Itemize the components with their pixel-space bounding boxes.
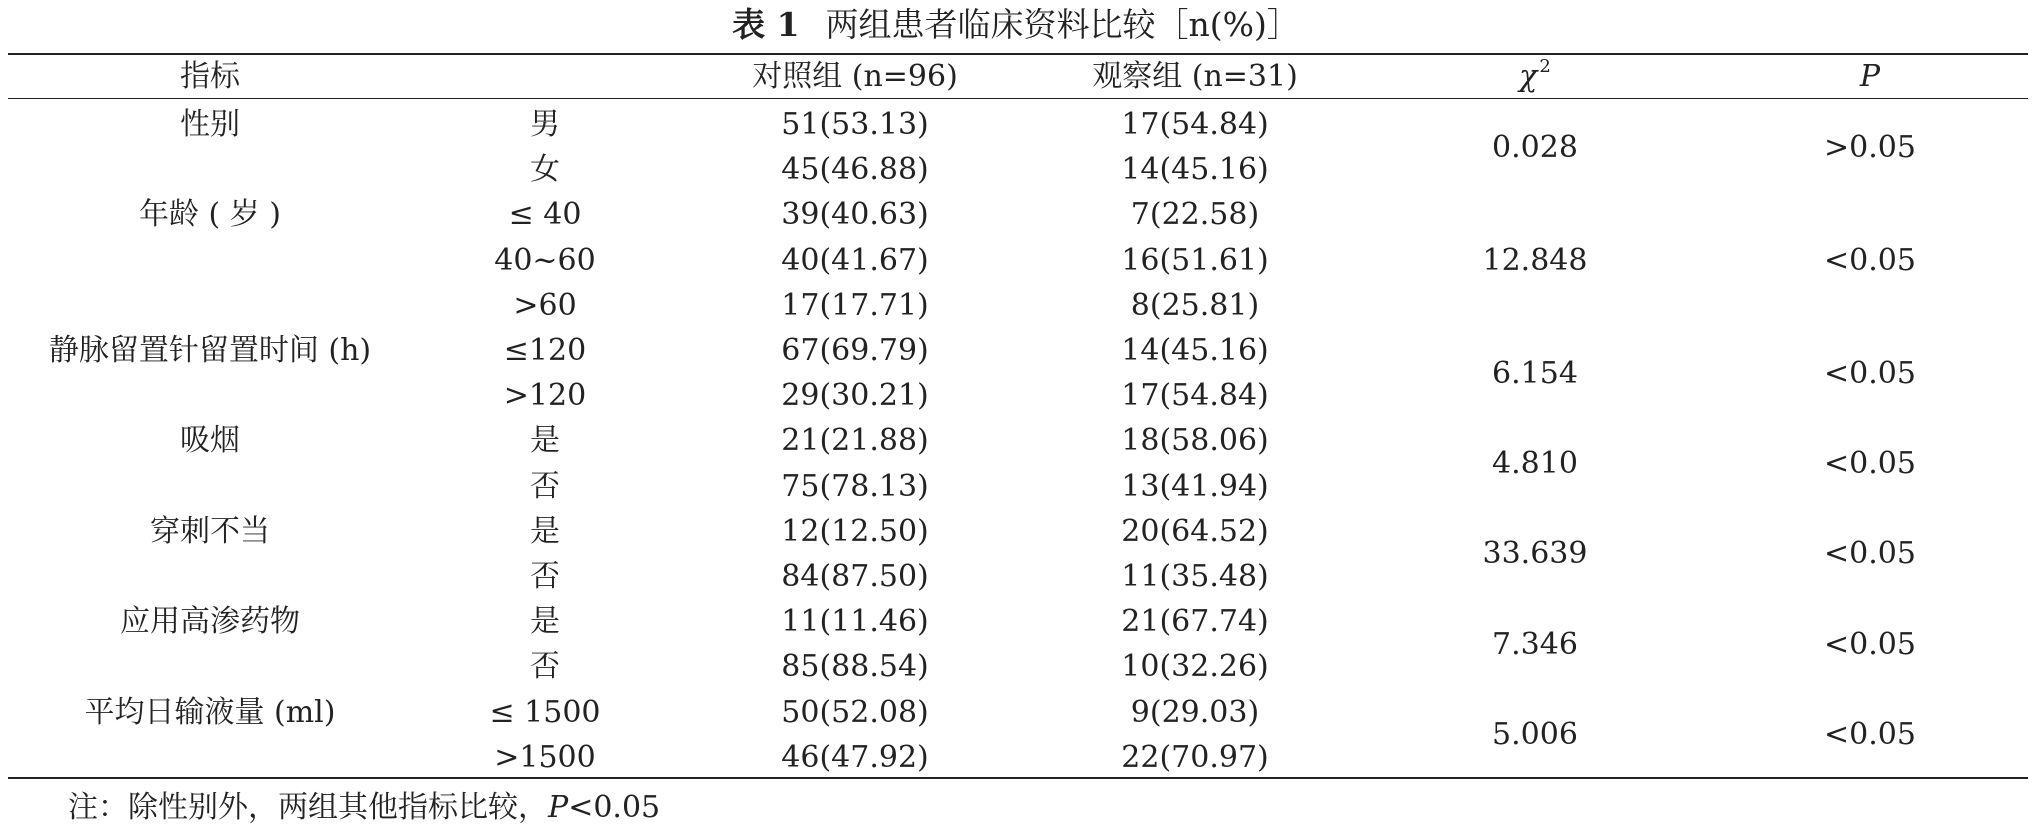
observation-value-cell: 17(54.84) xyxy=(1121,107,1269,142)
observation-value-cell: 16(51.61) xyxy=(1121,243,1269,278)
top-rule xyxy=(8,53,2028,55)
control-value-cell: 12(12.50) xyxy=(781,514,929,549)
control-value-cell: 17(17.71) xyxy=(781,288,929,323)
subcategory-cell: 是 xyxy=(530,604,560,639)
table-label: 表 1 xyxy=(732,5,800,44)
table-title: 两组患者临床资料比较［n(%)］ xyxy=(825,5,1300,44)
control-value-cell: 51(53.13) xyxy=(781,107,929,142)
p-value-cell: >0.05 xyxy=(1824,130,1916,165)
table-caption xyxy=(0,0,2032,50)
subcategory-cell: 否 xyxy=(530,469,560,504)
chi-square-cell: 4.810 xyxy=(1492,446,1578,481)
note-p-symbol: P xyxy=(548,790,569,825)
subcategory-cell: >120 xyxy=(503,378,587,413)
control-value-cell: 45(46.88) xyxy=(781,152,929,187)
indicator-label: 平均日输液量 (ml) xyxy=(84,695,336,730)
p-value-cell: <0.05 xyxy=(1824,717,1916,752)
observation-value-cell: 9(29.03) xyxy=(1130,695,1260,730)
subcategory-cell: 是 xyxy=(530,423,560,458)
observation-value-cell: 7(22.58) xyxy=(1130,197,1260,232)
note-text: 注：除性别外，两组其他指标比较， xyxy=(68,790,548,825)
indicator-label: 应用高渗药物 xyxy=(120,604,300,639)
observation-value-cell: 10(32.26) xyxy=(1121,649,1269,684)
header-observation-group: 观察组 (n=31) xyxy=(1092,59,1298,94)
subcategory-cell: >60 xyxy=(513,288,577,323)
control-value-cell: 39(40.63) xyxy=(781,197,929,232)
subcategory-cell: 是 xyxy=(530,514,560,549)
observation-value-cell: 17(54.84) xyxy=(1121,378,1269,413)
p-value-cell: <0.05 xyxy=(1824,627,1916,662)
p-value-cell: <0.05 xyxy=(1824,243,1916,278)
header-chi-square xyxy=(1400,57,1670,97)
control-value-cell: 21(21.88) xyxy=(781,423,929,458)
subcategory-cell: ≤120 xyxy=(503,333,587,368)
observation-value-cell: 14(45.16) xyxy=(1121,333,1269,368)
control-value-cell: 67(69.79) xyxy=(781,333,929,368)
control-value-cell: 84(87.50) xyxy=(781,559,929,594)
subcategory-cell: 40~60 xyxy=(494,243,596,278)
indicator-label: 性别 xyxy=(180,107,240,142)
subcategory-cell: >1500 xyxy=(494,740,596,775)
indicator-label: 静脉留置针留置时间 (h) xyxy=(48,333,372,368)
bottom-rule xyxy=(8,777,2028,779)
header-control-group: 对照组 (n=96) xyxy=(752,59,958,94)
observation-value-cell: 20(64.52) xyxy=(1121,514,1269,549)
indicator-label: 年龄 ( 岁 ) xyxy=(138,197,282,232)
subcategory-cell: ≤ 1500 xyxy=(489,695,601,730)
control-value-cell: 85(88.54) xyxy=(781,649,929,684)
control-value-cell: 11(11.46) xyxy=(781,604,929,639)
subcategory-cell: 男 xyxy=(530,107,560,142)
chi-square-cell: 5.006 xyxy=(1492,717,1578,752)
header-rule xyxy=(8,98,2028,99)
chi-square-cell: 7.346 xyxy=(1492,627,1578,662)
subcategory-cell: 女 xyxy=(530,152,560,187)
table-note xyxy=(68,788,660,828)
control-value-cell: 75(78.13) xyxy=(781,469,929,504)
control-value-cell: 29(30.21) xyxy=(781,378,929,413)
indicator-label: 穿刺不当 xyxy=(150,514,270,549)
control-value-cell: 50(52.08) xyxy=(781,695,929,730)
observation-value-cell: 14(45.16) xyxy=(1121,152,1269,187)
header-indicator: 指标 xyxy=(180,59,240,94)
indicator-label: 吸烟 xyxy=(180,423,240,458)
observation-value-cell: 22(70.97) xyxy=(1121,740,1269,775)
chi-power: 2 xyxy=(1539,56,1551,77)
observation-value-cell: 13(41.94) xyxy=(1121,469,1269,504)
p-value-cell: <0.05 xyxy=(1824,356,1916,391)
chi-square-cell: 0.028 xyxy=(1492,130,1578,165)
p-value-cell: <0.05 xyxy=(1824,446,1916,481)
p-value-cell: <0.05 xyxy=(1824,536,1916,571)
chi-square-cell: 6.154 xyxy=(1492,356,1578,391)
subcategory-cell: ≤ 40 xyxy=(508,197,582,232)
note-threshold: <0.05 xyxy=(568,790,661,825)
chi-symbol: χ xyxy=(1519,59,1538,94)
observation-value-cell: 18(58.06) xyxy=(1121,423,1269,458)
control-value-cell: 40(41.67) xyxy=(781,243,929,278)
observation-value-cell: 8(25.81) xyxy=(1130,288,1260,323)
subcategory-cell: 否 xyxy=(530,559,560,594)
chi-square-cell: 12.848 xyxy=(1482,243,1588,278)
observation-value-cell: 21(67.74) xyxy=(1121,604,1269,639)
control-value-cell: 46(47.92) xyxy=(781,740,929,775)
subcategory-cell: 否 xyxy=(530,649,560,684)
chi-square-cell: 33.639 xyxy=(1482,536,1588,571)
header-p-value: P xyxy=(1859,59,1881,94)
observation-value-cell: 11(35.48) xyxy=(1121,559,1269,594)
